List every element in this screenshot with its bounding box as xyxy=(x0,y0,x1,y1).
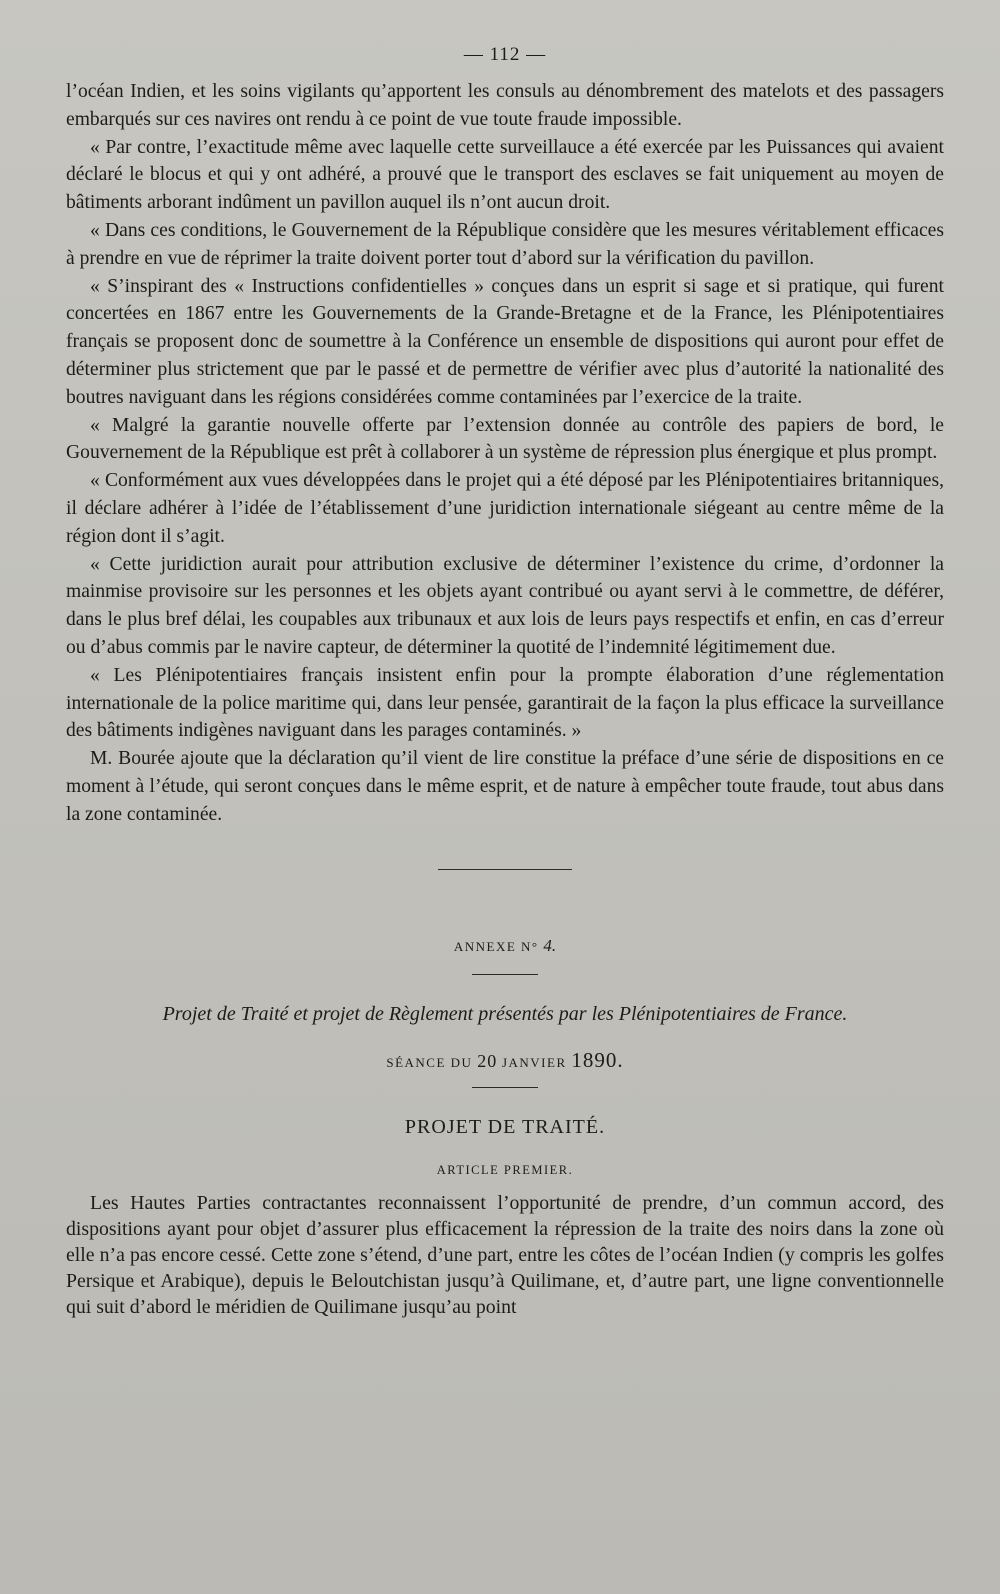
article-body xyxy=(66,1190,944,1320)
seance-label: SÉANCE DU xyxy=(386,1054,473,1070)
annex-title: Projet de Traité et projet de Règlement présentés par les Plénipotentiaires de France. xyxy=(162,1002,848,1025)
paragraph: « Conformément aux vues développées dans le projet qui a été déposé par les Plénipotentiaires britanniques, il déclare adhérer à l’idée de l’établissement d’une juridiction internationale siégeant au centre même de la région dont il s’agit. xyxy=(66,470,944,547)
seance-divider xyxy=(472,1087,538,1088)
paragraph: l’océan Indien, et les soins vigilants qu’apportent les consuls au dénombrement des matelots et des passagers embarqués sur ces navires ont rendu à ce point de vue toute fraude impossible. xyxy=(66,81,944,130)
annex-heading xyxy=(66,936,944,956)
article-title: ARTICLE PREMIER. xyxy=(436,1162,574,1177)
annex-number: 4. xyxy=(543,935,557,955)
annex-label: ANNEXE N° xyxy=(453,938,539,954)
declaration-text xyxy=(66,78,944,829)
seance-month: JANVIER xyxy=(501,1054,567,1070)
paragraph: « S’inspirant des « Instructions confidentielles » conçues dans un esprit si sage et si pratique, qui furent concertées en 1867 entre les Gouvernements de la Grande-Bretagne et de la France, les Plénipotentiaires français se proposent donc de soumettre à la Conférence un ensemble de dispositions qui auront pour effet de déterminer plus strictement que par le passé et de permettre de vérifier avec plus d’autorité la nationalité des boutres naviguant dans les régions considérées comme contaminées par l’exercice de la traite. xyxy=(66,275,944,408)
paragraph: « Les Plénipotentiaires français insistent enfin pour la prompte élaboration d’une réglementation internationale de la police maritime qui, dans leur pensée, garantirait de la façon la plus efficace la surveillance des bâtiments indigènes naviguant dans les parages contaminés. » xyxy=(66,664,944,742)
paragraph: « Dans ces conditions, le Gouvernement de la République considère que les mesures véritablement efficaces à prendre en vue de réprimer la traite doivent porter tout d’abord sur la vérification du pavillon. xyxy=(66,219,944,269)
paragraph: « Malgré la garantie nouvelle offerte par l’extension donnée au contrôle des papiers de bord, le Gouvernement de la République est prêt à collaborer à un système de répression plus énergique et plus prompt. xyxy=(66,414,944,464)
seance-year: 1890. xyxy=(571,1047,624,1072)
seance-day: 20 xyxy=(477,1050,498,1071)
section-divider xyxy=(438,869,572,870)
article-paragraph: Les Hautes Parties contractantes reconnaissent l’opportunité de prendre, d’un commun accord, des dispositions ayant pour objet d’assurer plus efficacement la répression de la traite des noirs dans la zone où elle n’a pas encore cessé. Cette zone s’étend, d’une part, entre les côtes de l’océan Indien (y compris les golfes Persique et Arabique), depuis le Beloutchistan jusqu’à Quilimane, et, d’autre part, une ligne conventionnelle qui suit d’abord le méridien de Quilimane jusqu’au point xyxy=(66,1191,944,1318)
seance-date xyxy=(66,1048,944,1073)
paragraph: M. Bourée ajoute que la déclaration qu’il vient de lire constitue la préface d’une série de dispositions en ce moment à l’étude, qui seront conçues dans le même esprit, et de nature à empêcher toute fraude, tout abus dans la zone contaminée. xyxy=(66,748,944,825)
paragraph: « Cette juridiction aurait pour attribution exclusive de déterminer l’existence du crime, d’ordonner la mainmise provisoire sur les personnes et les objets ayant contribué ou ayant servi à le commettre, de déférer, dans le plus bref délai, les coupables aux tribunaux et aux lois de leurs pays respectifs et enfin, en cas d’erreur ou d’abus commis par le navire capteur, de déterminer la quotité de l’indemnité légitimement due. xyxy=(66,553,944,658)
treaty-title: PROJET DE TRAITÉ. xyxy=(404,1115,606,1138)
page-number: — 112 — xyxy=(463,44,547,65)
paragraph: « Par contre, l’exactitude même avec laquelle cette surveillauce a été exercée par les Puissances qui avaient déclaré le blocus et qui y ont adhéré, a prouvé que le transport des esclaves se fait uniquement au moyen de bâtiments arborant indûment un pavillon auquel ils n’ont aucun droit. xyxy=(66,136,944,214)
annex-divider xyxy=(472,974,538,975)
